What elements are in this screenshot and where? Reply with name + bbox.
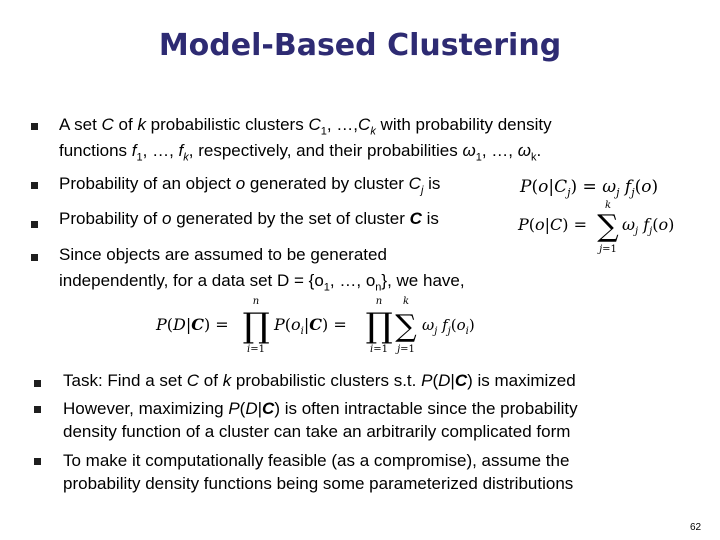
bullet-marker <box>31 254 38 261</box>
page-number: 62 <box>690 522 702 533</box>
svg-text:P(D|C) =: P(D|C) = <box>156 315 229 334</box>
bullet-marker <box>34 458 41 465</box>
bullet-6-line-1: However, maximizing P(D|C) is often intractable since the probability <box>63 399 578 418</box>
slide-title: Model-Based Clustering <box>158 28 562 63</box>
svg-text:n: n <box>375 296 383 307</box>
bullet-1-line-2: functions $f_1$, …, $f_k$, respectively, and their probabilities $\omega_1$, …, $\omega_k$. <box>59 141 542 164</box>
bullet-7-line-2: probability density functions being some parameterized distributions <box>63 474 574 493</box>
svg-text:ωj fj(oi): $\omega_j$ $f_j(o_i)$ <box>422 316 475 337</box>
svg-text:P(o|Cj) = ωj fj(o): $P(o|C_j) = \omega_j$ $f_j(o)$ <box>520 177 659 199</box>
bullet-4-line-1: Since objects are assumed to be generated <box>59 245 387 264</box>
svg-text:∑: ∑ <box>395 309 417 344</box>
svg-text:j=1: j=1 <box>599 244 617 255</box>
bullet-7-line-1: To make it computationally feasible (as a compromise), assume the <box>63 451 570 470</box>
svg-text:ωj fj(o): $\omega_j$ $f_j(o)$ <box>622 215 675 237</box>
svg-text:i=1: i=1 <box>370 344 388 355</box>
svg-text:k: k <box>604 200 612 211</box>
bullet-marker <box>31 123 38 130</box>
svg-text:i=1: i=1 <box>247 344 265 355</box>
bullet-4-line-2: independently, for a data set $D = \{o_1$, …, $o_n$}, we have, <box>59 271 465 294</box>
bullet-6-line-2: density function of a cluster can take an arbitrarily complicated form <box>63 422 571 441</box>
bullet-marker <box>34 380 41 387</box>
svg-text:∏: ∏ <box>365 306 393 346</box>
svg-text:n: n <box>252 296 260 307</box>
bullet-3-line-1: Probability of o generated by the set of cluster C is <box>59 209 439 228</box>
svg-text:P(oi|C) =: $P(o_i|C)$ = <box>274 315 347 337</box>
bullet-marker <box>31 221 38 228</box>
svg-text:j=1: j=1 <box>397 344 415 355</box>
bullet-1-line-1: A set C of k probabilistic clusters $C_1$, $\dots,C_k$ with probability density <box>59 115 552 138</box>
svg-text:∏: ∏ <box>242 306 270 346</box>
bullet-marker <box>31 182 38 189</box>
svg-text:k: k <box>402 296 410 307</box>
svg-text:∑: ∑ <box>597 209 619 244</box>
svg-text:P(o|C) =: P(o|C) = <box>518 215 588 234</box>
bullet-2-line-1: Probability of an object o generated by cluster $C_j$ is <box>59 174 441 197</box>
bullet-marker <box>34 406 41 413</box>
bullet-5-line-1: Task: Find a set C of k probabilistic clusters s.t. P(D|C) is maximized <box>63 371 576 390</box>
formula-object-given-cluster-set <box>516 196 716 258</box>
formula-dataset-likelihood <box>154 290 494 360</box>
